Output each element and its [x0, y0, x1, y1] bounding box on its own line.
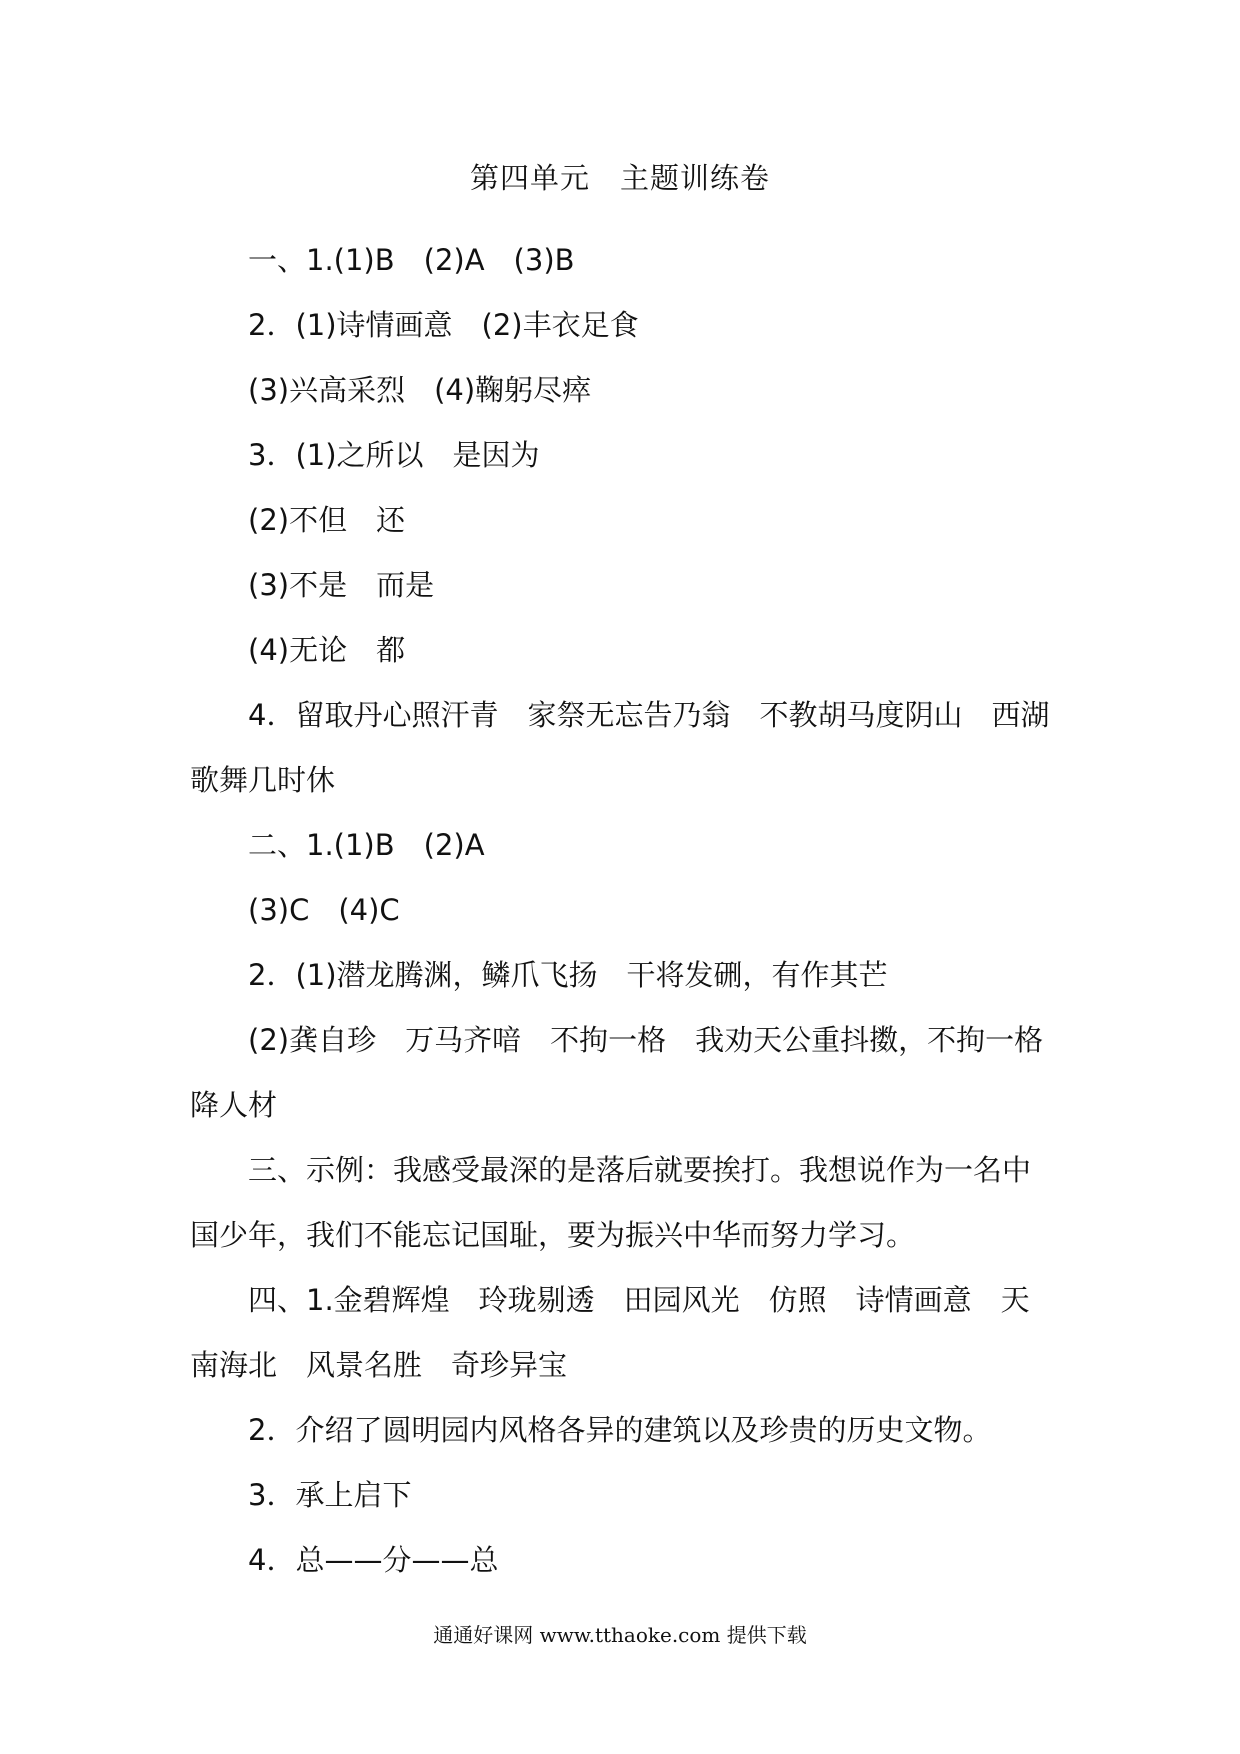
answer-list [190, 228, 1058, 1593]
page-title: 第四单元 主题训练卷 [469, 161, 770, 195]
answer-line: (4)无论 都 [248, 633, 406, 667]
answer-line: 4．总——分——总 [248, 1543, 499, 1577]
answer-line: 四、1.金碧辉煌 玲珑剔透 田园风光 仿照 诗情画意 天南海北 风景名胜 奇珍异宝 [190, 1283, 1030, 1382]
answer-line: 三、示例：我感受最深的是落后就要挨打。我想说作为一名中国少年，我们不能忘记国耻，要为振兴中华而努力学习。 [190, 1153, 1032, 1252]
answer-line: 2．介绍了圆明园内风格各异的建筑以及珍贵的历史文物。 [248, 1413, 992, 1447]
answer-line: 3．(1)之所以 是因为 [248, 438, 540, 472]
answer-line: 2．(1)诗情画意 (2)丰衣足食 [248, 308, 639, 342]
answer-line: (2)不但 还 [248, 503, 406, 537]
answer-line: 2．(1)潜龙腾渊，鳞爪飞扬 干将发硎，有作其芒 [248, 958, 888, 992]
answer-line: (3)不是 而是 [248, 568, 435, 602]
answer-line: 二、1.(1)B (2)A [248, 828, 485, 862]
answer-line: (3)C (4)C [248, 893, 400, 927]
answer-line: 4．留取丹心照汗青 家祭无忘告乃翁 不教胡马度阴山 西湖歌舞几时休 [190, 698, 1050, 797]
answer-line: (3)兴高采烈 (4)鞠躬尽瘁 [248, 373, 592, 407]
footer-credit: 通通好课网 www.tthaoke.com 提供下载 [433, 1623, 807, 1647]
answer-line: 3．承上启下 [248, 1478, 412, 1512]
answer-line: (2)龚自珍 万马齐喑 不拘一格 我劝天公重抖擞，不拘一格降人材 [190, 1023, 1044, 1122]
answer-line: 一、1.(1)B (2)A (3)B [248, 243, 575, 277]
